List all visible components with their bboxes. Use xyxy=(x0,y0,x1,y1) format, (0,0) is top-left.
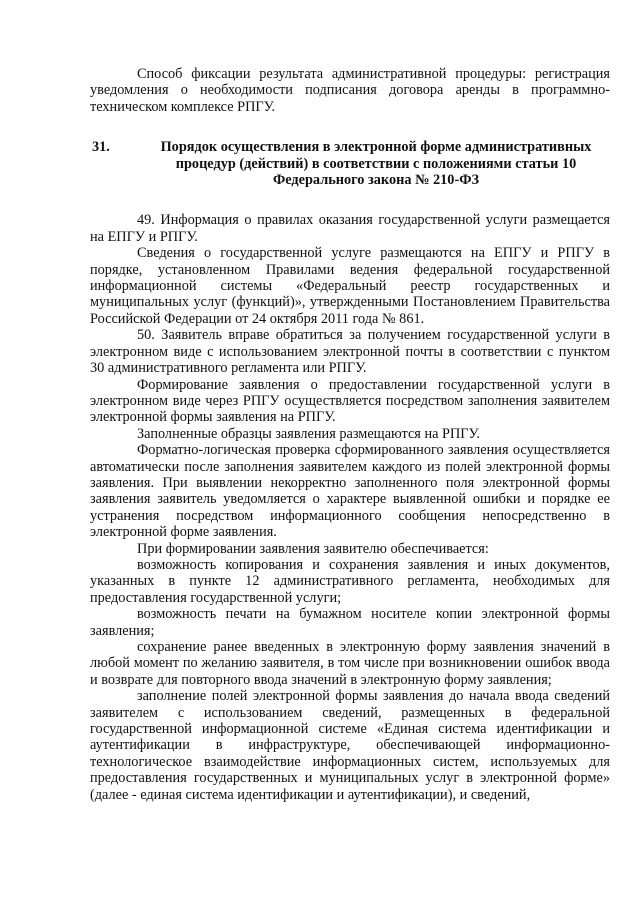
paragraph-save-values: сохранение ранее введенных в электронную форму заявления значений в любой момент по желанию заявителя, в том числе при возникновении ошибок ввода и возврате для повторного ввода значений в электронную форму заявления; xyxy=(90,639,610,688)
paragraph-samples: Заполненные образцы заявления размещаются на РПГУ. xyxy=(137,425,480,442)
paragraph-provided-list-intro: При формировании заявления заявителю обеспечивается: xyxy=(137,540,489,557)
paragraph-autofill: заполнение полей электронной формы заявления до начала ввода сведений заявителем с использованием сведений, размещенных в федеральной государственной информационной системе «Единая система идентификации и аутентификации в инфраструктуре, обеспечивающей информационно-технологическое взаимодействие информационных систем, используемых для предоставления государственных и муниципальных услуг в электронной форме» (далее - единая система идентификации и аутентификации), и сведений, xyxy=(90,688,610,803)
paragraph-fixation-method: Способ фиксации результата административной процедуры: регистрация уведомления о необходимости подписания договора аренды в программно-техническом комплексе РПГУ. xyxy=(90,66,610,115)
paragraph-copy-save: возможность копирования и сохранения заявления и иных документов, указанных в пункте 12 административного регламента, необходимых для предоставления государственной услуги; xyxy=(90,556,610,606)
paragraph-service-info: Сведения о государственной услуге размещаются на ЕПГУ и РПГУ в порядке, установленном Правилами ведения федеральной государственной информационной системы «Федеральный реестр государственных и муниципальных услуг (функций)», утвержденными Постановлением Правительства Российской Федерации от 24 октября 2011 года № 861. xyxy=(90,245,610,327)
paragraph-49: 49. Информация о правилах оказания государственной услуги размещается на ЕПГУ и РПГУ. xyxy=(90,212,610,245)
paragraph-format-check: Форматно-логическая проверка сформированного заявления осуществляется автоматически после заполнения заявителем каждого из полей электронной формы заявления. При выявлении некорректно заполненного поля электронной формы заявления заявитель уведомляется о характере выявленной ошибки и порядке ее устранения посредством информационного сообщения непосредственно в электронной форме заявления. xyxy=(90,442,610,541)
section-title: Порядок осуществления в электронной форме административных процедур (действий) в соответствии с положениями статьи 10 Федерального закона № 210-ФЗ xyxy=(160,139,592,189)
paragraph-print: возможность печати на бумажном носителе копии электронной формы заявления; xyxy=(90,606,610,639)
paragraph-form-creation: Формирование заявления о предоставлении государственной услуги в электронном виде через РПГУ осуществляется посредством заполнения заявителем электронной формы заявления на РПГУ. xyxy=(90,376,610,426)
section-heading xyxy=(90,139,610,188)
paragraph-50: 50. Заявитель вправе обратиться за получением государственной услуги в электронном виде с использованием электронной почты в соответствии с пунктом 30 административного регламента или РПГУ. xyxy=(90,327,610,377)
section-number: 31. xyxy=(92,139,110,156)
document-page xyxy=(90,66,610,803)
